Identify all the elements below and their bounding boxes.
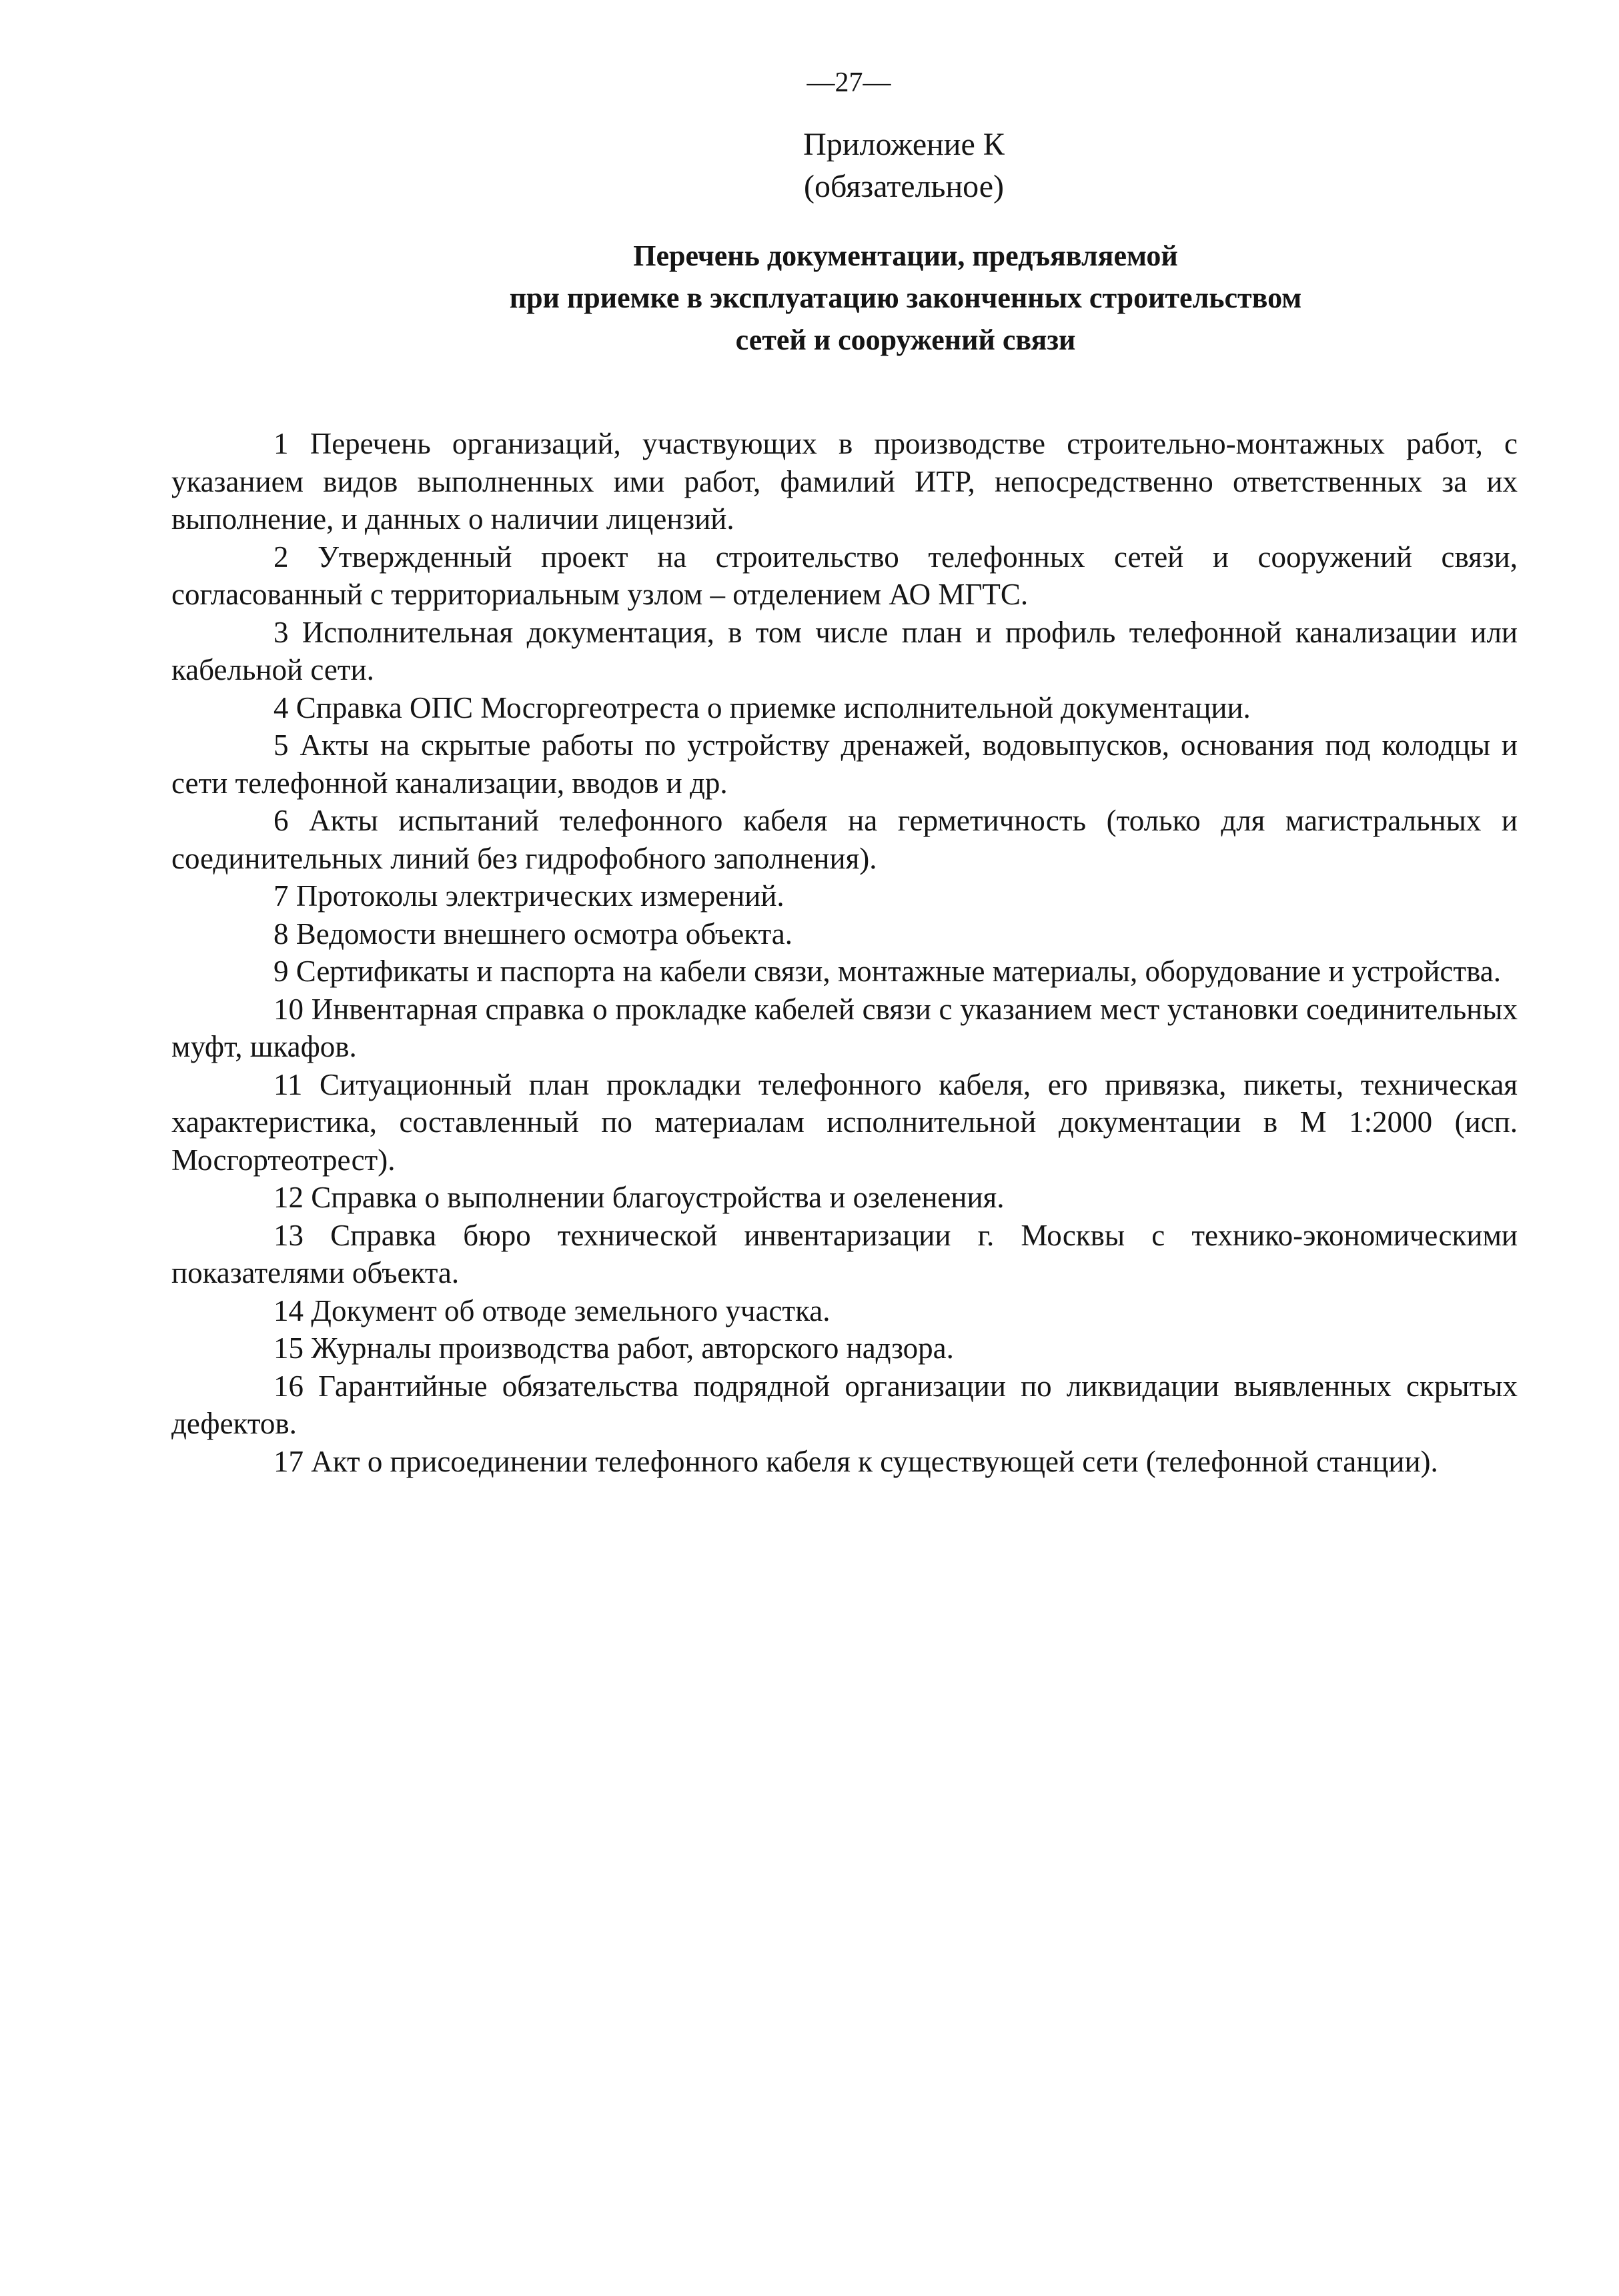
documentation-list	[171, 425, 1518, 1480]
list-item: 3 Исполнительная документация, в том числе план и профиль телефонной канализации или кабельной сети.	[171, 615, 1518, 686]
list-item: 12 Справка о выполнении благоустройства и озеленения.	[274, 1181, 1005, 1214]
list-item: 5 Акты на скрытые работы по устройству дренажей, водовыпусков, основания под колодцы и сети телефонной канализации, вводов и др.	[171, 728, 1518, 800]
title-line-3: сетей и сооружений связи	[735, 324, 1076, 356]
list-item: 2 Утвержденный проект на строительство телефонных сетей и сооружений связи, согласованный с территориальным узлом – отделением АО МГТС.	[171, 540, 1518, 611]
list-item: 13 Справка бюро технической инвентаризации г. Москвы с технико-экономическими показателями объекта.	[171, 1218, 1518, 1289]
list-item: 16 Гарантийные обязательства подрядной организации по ликвидации выявленных скрытых дефектов.	[171, 1369, 1518, 1440]
list-item: 6 Акты испытаний телефонного кабеля на герметичность (только для магистральных и соединительных линий без гидрофобного заполнения).	[171, 804, 1518, 875]
appendix-label: Приложение К	[803, 127, 1005, 162]
title-line-2: при приемке в эксплуатацию законченных строительством	[509, 281, 1302, 314]
title-line-1: Перечень документации, предъявляемой	[633, 239, 1178, 272]
page-number: —27—	[806, 67, 891, 98]
list-item: 14 Документ об отводе земельного участка.	[274, 1293, 831, 1327]
appendix-status: (обязательное)	[804, 169, 1004, 204]
list-item: 17 Акт о присоединении телефонного кабеля к существующей сети (телефонной станции).	[274, 1444, 1438, 1478]
list-item: 15 Журналы производства работ, авторского надзора.	[274, 1331, 954, 1365]
list-item: 4 Справка ОПС Мосгоргеотреста о приемке исполнительной документации.	[274, 690, 1251, 724]
list-item: 9 Сертификаты и паспорта на кабели связи, монтажные материалы, оборудование и устройства.	[274, 955, 1501, 988]
list-item: 10 Инвентарная справка о прокладке кабелей связи с указанием мест установки соединительных муфт, шкафов.	[171, 992, 1518, 1063]
appendix-header	[0, 123, 1619, 207]
list-item: 8 Ведомости внешнего осмотра объекта.	[274, 917, 792, 951]
list-item: 7 Протоколы электрических измерений.	[274, 879, 784, 913]
list-item: 1 Перечень организаций, участвующих в производстве строительно-монтажных работ, с указанием видов выполненных ими работ, фамилий ИТР, непосредственно ответственных за их выполнение, и данных о наличии лицензий.	[171, 427, 1518, 536]
document-title	[0, 235, 1619, 361]
list-item: 11 Ситуационный план прокладки телефонного кабеля, его привязка, пикеты, техническая характеристика, составленный по материалам исполнительной документации в М 1:2000 (исп. Мосгортеотрест).	[171, 1067, 1518, 1177]
